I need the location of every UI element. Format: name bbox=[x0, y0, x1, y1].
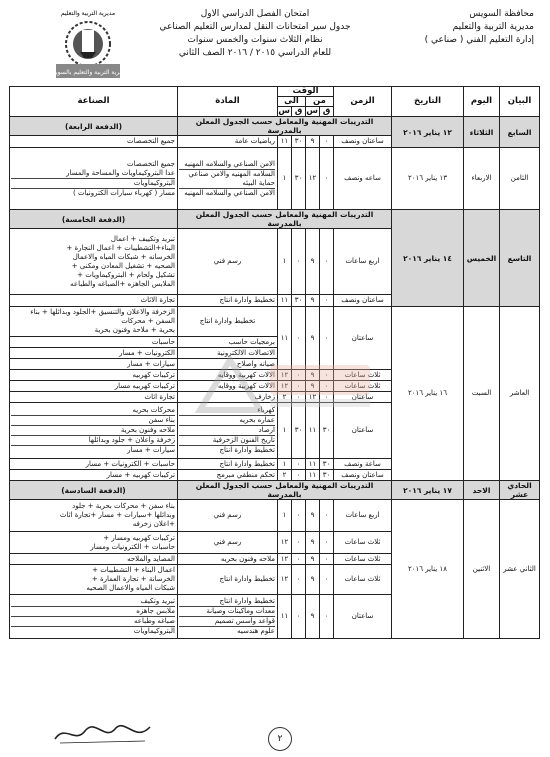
logo-top-text: مديرية التربية والتعليم bbox=[60, 10, 116, 17]
industry-cell: تركيبات كهربيه bbox=[10, 370, 178, 381]
to-q: ٠ bbox=[292, 307, 306, 370]
from-q: ٠ bbox=[320, 295, 334, 307]
to-q: ٠ bbox=[292, 554, 306, 565]
governorate: محافظة السويس bbox=[469, 9, 534, 19]
header bbox=[10, 6, 540, 86]
industry-line: +اعلان زخرفه bbox=[132, 520, 175, 528]
date-cell: ١٢ يناير ٢٠١٦ bbox=[392, 117, 464, 148]
exam-schedule-table bbox=[9, 86, 540, 639]
batch-label: (الدفعة الرابعة) bbox=[10, 117, 178, 136]
administration: إدارة التعليم الفني ( صناعي ) bbox=[424, 35, 534, 45]
to-q: ٠ bbox=[292, 370, 306, 381]
subject-cell: زخارف bbox=[178, 392, 278, 403]
duration-cell: ساعة ونصف bbox=[334, 459, 392, 470]
industry-cell: جميع التخصصات bbox=[10, 136, 178, 148]
to-s: ١ bbox=[278, 500, 292, 532]
from-q: ٠ bbox=[320, 136, 334, 148]
duration-cell: اربع ساعات bbox=[334, 500, 392, 532]
to-q: ٣٠ bbox=[292, 148, 306, 210]
to-s: ١ bbox=[278, 403, 292, 459]
to-s: ١ bbox=[278, 229, 292, 295]
from-s: ٩ bbox=[306, 532, 320, 554]
to-q: ٠ bbox=[292, 392, 306, 403]
col-from-q: ق bbox=[320, 107, 334, 117]
date-cell: ١٤ يناير ٢٠١٦ bbox=[392, 210, 464, 307]
industry-line: عدا البتروكيماويات والمساحة والمسار bbox=[66, 168, 175, 177]
industry-cell: حاسبات + الكترونيات + مسار bbox=[10, 459, 178, 470]
from-q: ٣٠ bbox=[320, 470, 334, 481]
from-s: ١١ bbox=[306, 403, 320, 459]
industry-line: حاسبات + الكترونيات ومسار bbox=[90, 542, 175, 551]
industry-line: شبكات المياه والاعمال الصحيه bbox=[86, 584, 175, 592]
industry-line: وبدائلها +سيارات + مسار +تجارة اثاث bbox=[59, 511, 175, 519]
subject-cell: رسم فني bbox=[178, 500, 278, 532]
subject-cell: تخطيط وادارة انتاج bbox=[178, 565, 278, 595]
industry-line: بحرية + ملاحة وفنون بحرية bbox=[94, 326, 175, 334]
col-bayan: البيان bbox=[500, 87, 540, 117]
bayan-cell: التاسع bbox=[500, 210, 540, 307]
industry-cell: حاسبات bbox=[10, 337, 178, 348]
batch-label: (الدفعة السادسة) bbox=[10, 481, 178, 500]
duration-cell: اربع ساعات bbox=[334, 229, 392, 295]
industry-line: زخرفة واعلان + جلود وبدائلها bbox=[11, 435, 175, 445]
industry-cell bbox=[10, 500, 178, 532]
industry-line: ملابس جاهزه bbox=[11, 606, 175, 616]
to-s: ١٢ bbox=[278, 554, 292, 565]
from-s: ١٢ bbox=[306, 392, 320, 403]
from-q: ٠ bbox=[320, 229, 334, 295]
to-s: ١١ bbox=[278, 307, 292, 370]
to-s: ١٢ bbox=[278, 565, 292, 595]
industry-cell: المصايد والملاحه bbox=[10, 554, 178, 565]
date-cell: ١٧ يناير ٢٠١٦ bbox=[392, 481, 464, 500]
industry-line: جميع التخصصات bbox=[126, 159, 175, 168]
from-s: ٩ bbox=[306, 229, 320, 295]
subject-cell: تخطيط وادارة انتاج bbox=[178, 307, 278, 337]
to-q: ٠ bbox=[292, 532, 306, 554]
from-q: ٠ bbox=[320, 554, 334, 565]
subject-cell: تحكم منطقي مبرمج bbox=[178, 470, 278, 481]
industry-cell: تركيبات كهربيه + مسار bbox=[10, 470, 178, 481]
industry-cell bbox=[10, 229, 178, 295]
duration-cell: ثلاث ساعات bbox=[334, 370, 392, 381]
duration-cell: ساعه ونصف bbox=[334, 148, 392, 210]
from-s: ١٢ bbox=[306, 148, 320, 210]
day-cell: الاحد bbox=[464, 481, 500, 500]
industry-cell: سيارات + مسار bbox=[10, 359, 178, 370]
col-duration: الزمن bbox=[334, 87, 392, 117]
duration-cell: ساعتان bbox=[334, 307, 392, 370]
col-to-q: ق bbox=[292, 107, 306, 117]
subject-line: معدات وماكينات وصيانة bbox=[179, 606, 275, 616]
table-row bbox=[10, 481, 540, 500]
duration-cell: ثلاث ساعات bbox=[334, 554, 392, 565]
industry-line: الخرسانه + شبكات المياه والاعمال bbox=[72, 252, 175, 261]
industry-line: الزخرفة والاعلان والتنسيق +الجلود وبدائلها + بناء السفن + محركات bbox=[30, 308, 175, 325]
industry-line: تركيبات كهربيه ومسار + bbox=[103, 533, 175, 542]
schedule-title: جدول سير امتحانات النقل لمدارس التعليم الصناعي bbox=[159, 22, 351, 32]
duration-cell: ساعتان ونصف bbox=[334, 295, 392, 307]
from-s: ٩ bbox=[306, 595, 320, 639]
duration-cell: ثلاث ساعات bbox=[334, 565, 392, 595]
table-row bbox=[10, 148, 540, 210]
subject-line: كهرباء bbox=[257, 406, 275, 414]
to-q: ٠ bbox=[292, 459, 306, 470]
bayan-cell: السابع bbox=[500, 117, 540, 148]
industry-cell bbox=[10, 595, 178, 639]
from-q: ٠ bbox=[320, 307, 334, 370]
col-to: الى bbox=[278, 97, 306, 107]
subject-line: عماره بحريه bbox=[179, 415, 275, 425]
industry-line: الخرسانة + تجارة العمارة + bbox=[91, 575, 175, 583]
industry-line: الصحيه + تشغيل المعادن ومكنى + bbox=[71, 261, 175, 270]
footer bbox=[10, 719, 540, 753]
table-row bbox=[10, 210, 540, 229]
subject-cell: ملاحه وفنون بحريه bbox=[178, 554, 278, 565]
date-cell: ١٦ يناير ٢٠١٦ bbox=[392, 307, 464, 481]
training-note: التدريبات المهنية والمعامل حسب الجدول المعلن بالمدرسة bbox=[178, 117, 392, 136]
subject-line: السلامه المهنيه والامن صناعي حماية البيئه bbox=[179, 169, 275, 188]
from-s: ٩ bbox=[306, 370, 320, 381]
col-industry: الصناعة bbox=[10, 87, 178, 117]
subject-cell: الاتصالات الالكترونية bbox=[178, 348, 278, 359]
industry-line: تبريد وتكيف bbox=[140, 597, 175, 605]
to-s: ١٢ bbox=[278, 381, 292, 392]
from-s: ٩ bbox=[306, 500, 320, 532]
industry-line: البتروكيماويات bbox=[11, 626, 175, 636]
page-number: ٢ bbox=[268, 727, 292, 751]
industry-cell bbox=[10, 307, 178, 337]
col-from-s: س bbox=[306, 106, 318, 116]
industry-line: مسار ( كهرباء سيارات الكترونيات ) bbox=[11, 188, 175, 198]
to-q: ٠ bbox=[292, 500, 306, 532]
duration-cell: ساعتان bbox=[334, 392, 392, 403]
duration-cell: ساعتان ونصف bbox=[334, 470, 392, 481]
industry-line: ملاحه وفنون بحرية bbox=[11, 425, 175, 435]
bayan-cell: الحادي عشر bbox=[500, 481, 540, 500]
from-q: ٠ bbox=[320, 381, 334, 392]
col-to-s: س bbox=[278, 106, 290, 116]
bayan-cell: العاشر bbox=[500, 307, 540, 481]
duration-cell: ساعتان ونصف bbox=[334, 136, 392, 148]
industry-line: البتروكيماويات bbox=[11, 178, 175, 188]
subject-cell: برمجيات حاسب bbox=[178, 337, 278, 348]
col-day: اليوم bbox=[464, 87, 500, 117]
from-q: ٣٠ bbox=[320, 459, 334, 470]
from-q: ٠ bbox=[320, 500, 334, 532]
to-s: ١١ bbox=[278, 595, 292, 639]
subject-line: قواعد واسس تصميم bbox=[179, 616, 275, 626]
to-q: ٠ bbox=[292, 470, 306, 481]
subject-line: تاريخ الفنون الزخرفية bbox=[179, 435, 275, 445]
industry-cell: تركيبات كهربيه مسار bbox=[10, 381, 178, 392]
industry-line: البناء+التشطيبات + اعمال النجارة + bbox=[66, 243, 175, 252]
from-s: ٩ bbox=[306, 565, 320, 595]
subject-cell: تخطيط وادارة انتاج bbox=[178, 295, 278, 307]
subject-line: علوم هندسيه bbox=[179, 626, 275, 636]
industry-line: تبريد وتكييف + اعمال bbox=[110, 234, 175, 243]
table-row bbox=[10, 117, 540, 136]
subject-cell bbox=[178, 403, 278, 459]
from-s: ٩ bbox=[306, 295, 320, 307]
from-q: ٠ bbox=[320, 565, 334, 595]
academic-year: للعام الدراسي ٢٠١٥ / ٢٠١٦ الصف الثاني bbox=[178, 48, 332, 58]
logo-bottom-text: مديرية التربية والتعليم بالسويس bbox=[48, 69, 128, 76]
industry-cell bbox=[10, 565, 178, 595]
subject-cell: الالات كهربية ووقايه bbox=[178, 370, 278, 381]
system-title: نظام الثلاث سنوات والخمس سنوات bbox=[187, 35, 323, 45]
col-time: الوقت bbox=[278, 87, 334, 97]
industry-line: صباغه وطباعه bbox=[11, 616, 175, 626]
subject-line: تخطيط وادارة انتاج bbox=[219, 597, 275, 605]
duration-cell: ساعتان bbox=[334, 595, 392, 639]
col-from: من bbox=[306, 97, 334, 107]
from-q: ٠ bbox=[320, 392, 334, 403]
day-cell: الاربعاء bbox=[464, 148, 500, 210]
industry-cell: تجارة الاثاث bbox=[10, 295, 178, 307]
industry-line: الملابس الجاهزه +الصباغه والطباعه bbox=[70, 279, 175, 288]
subject-cell bbox=[178, 148, 278, 210]
industry-cell bbox=[10, 532, 178, 554]
industry-line: اعمال البناء + التشطيبات + bbox=[92, 566, 175, 574]
subject-cell: رسم فني bbox=[178, 532, 278, 554]
subject-line: تخطيط وادارة انتاج bbox=[179, 445, 275, 455]
from-q: ٠ bbox=[320, 595, 334, 639]
col-subject: المادة bbox=[178, 87, 278, 117]
date-cell: ١٨ يناير ٢٠١٦ bbox=[392, 500, 464, 639]
industry-cell bbox=[10, 148, 178, 210]
to-s: ٢ bbox=[278, 392, 292, 403]
day-cell: الخميس bbox=[464, 210, 500, 307]
to-s: ١٢ bbox=[278, 532, 292, 554]
day-cell: الثلاثاء bbox=[464, 117, 500, 148]
subject-line: الامن الصناعي والسلامه المهنيه bbox=[184, 159, 275, 168]
industry-line: سيارات + مسار bbox=[11, 445, 175, 455]
subject-cell: الالات كهربية ووقايه bbox=[178, 381, 278, 392]
subject-cell: تخطيط وادارة انتاج bbox=[178, 459, 278, 470]
duration-cell: ثلاث ساعات bbox=[334, 532, 392, 554]
bayan-cell: الثاني عشر bbox=[500, 500, 540, 639]
industry-cell bbox=[10, 403, 178, 459]
header-authority bbox=[425, 8, 534, 47]
industry-cell: الكترونيات + مسار bbox=[10, 348, 178, 359]
to-s: ٢ bbox=[278, 470, 292, 481]
subject-cell: رياضيات عامة bbox=[178, 136, 278, 148]
to-q: ٣٠ bbox=[292, 136, 306, 148]
duration-cell: ساعتان bbox=[334, 403, 392, 459]
day-cell: الاثنين bbox=[464, 500, 500, 639]
from-q: ٣٠ bbox=[320, 403, 334, 459]
directorate: مديرية التربية والتعليم bbox=[452, 22, 534, 32]
table-row bbox=[10, 500, 540, 532]
table-row bbox=[10, 307, 540, 337]
date-cell: ١٣ يناير ٢٠١٦ bbox=[392, 148, 464, 210]
to-s: ١ bbox=[278, 148, 292, 210]
to-q: ٠ bbox=[292, 565, 306, 595]
exam-term: امتحان الفصل الدراسي الاول bbox=[200, 9, 310, 19]
day-cell: السبت bbox=[464, 307, 500, 481]
subject-cell: رسم فني bbox=[178, 229, 278, 295]
col-date: التاريخ bbox=[392, 87, 464, 117]
from-s: ١١ bbox=[306, 459, 320, 470]
duration-cell: ثلاث ساعات bbox=[334, 381, 392, 392]
to-s: ١٢ bbox=[278, 370, 292, 381]
from-q: ٠ bbox=[320, 148, 334, 210]
industry-line: بناء سفن bbox=[11, 415, 175, 425]
from-q: ٠ bbox=[320, 532, 334, 554]
from-s: ١١ bbox=[306, 470, 320, 481]
industry-cell: تجارة اثاث bbox=[10, 392, 178, 403]
batch-label: (الدفعة الخامسة) bbox=[10, 210, 178, 229]
to-s: ١ bbox=[278, 459, 292, 470]
to-s: ١١ bbox=[278, 295, 292, 307]
signature-image bbox=[50, 719, 160, 747]
to-q: ٠ bbox=[292, 229, 306, 295]
bayan-cell: الثامن bbox=[500, 148, 540, 210]
from-s: ٩ bbox=[306, 554, 320, 565]
subject-cell: صيانه واصلاح bbox=[178, 359, 278, 370]
from-s: ٩ bbox=[306, 381, 320, 392]
subject-line: الامن الصناعي والسلامه المهنيه bbox=[179, 188, 275, 198]
header-title bbox=[140, 8, 370, 60]
to-q: ٣٠ bbox=[292, 295, 306, 307]
subject-cell bbox=[178, 595, 278, 639]
from-s: ٩ bbox=[306, 136, 320, 148]
industry-line: محركات بحريه bbox=[132, 406, 175, 414]
subject-line: ارصاد bbox=[179, 425, 275, 435]
directorate-logo bbox=[18, 6, 158, 86]
to-s: ١١ bbox=[278, 136, 292, 148]
to-q: ٣٠ bbox=[292, 403, 306, 459]
training-note: التدريبات المهنية والمعامل حسب الجدول المعلن بالمدرسة bbox=[178, 210, 392, 229]
from-s: ٩ bbox=[306, 307, 320, 370]
industry-line: بناء سفن + محركات بحرية + جلود bbox=[72, 502, 175, 510]
to-q: ٠ bbox=[292, 381, 306, 392]
industry-line: تشكيل ولحام + البتروكيماويات + bbox=[77, 270, 175, 279]
from-q: ٠ bbox=[320, 370, 334, 381]
to-q: ٠ bbox=[292, 595, 306, 639]
training-note: التدريبات المهنية والمعامل حسب الجدول المعلن بالمدرسة bbox=[178, 481, 392, 500]
